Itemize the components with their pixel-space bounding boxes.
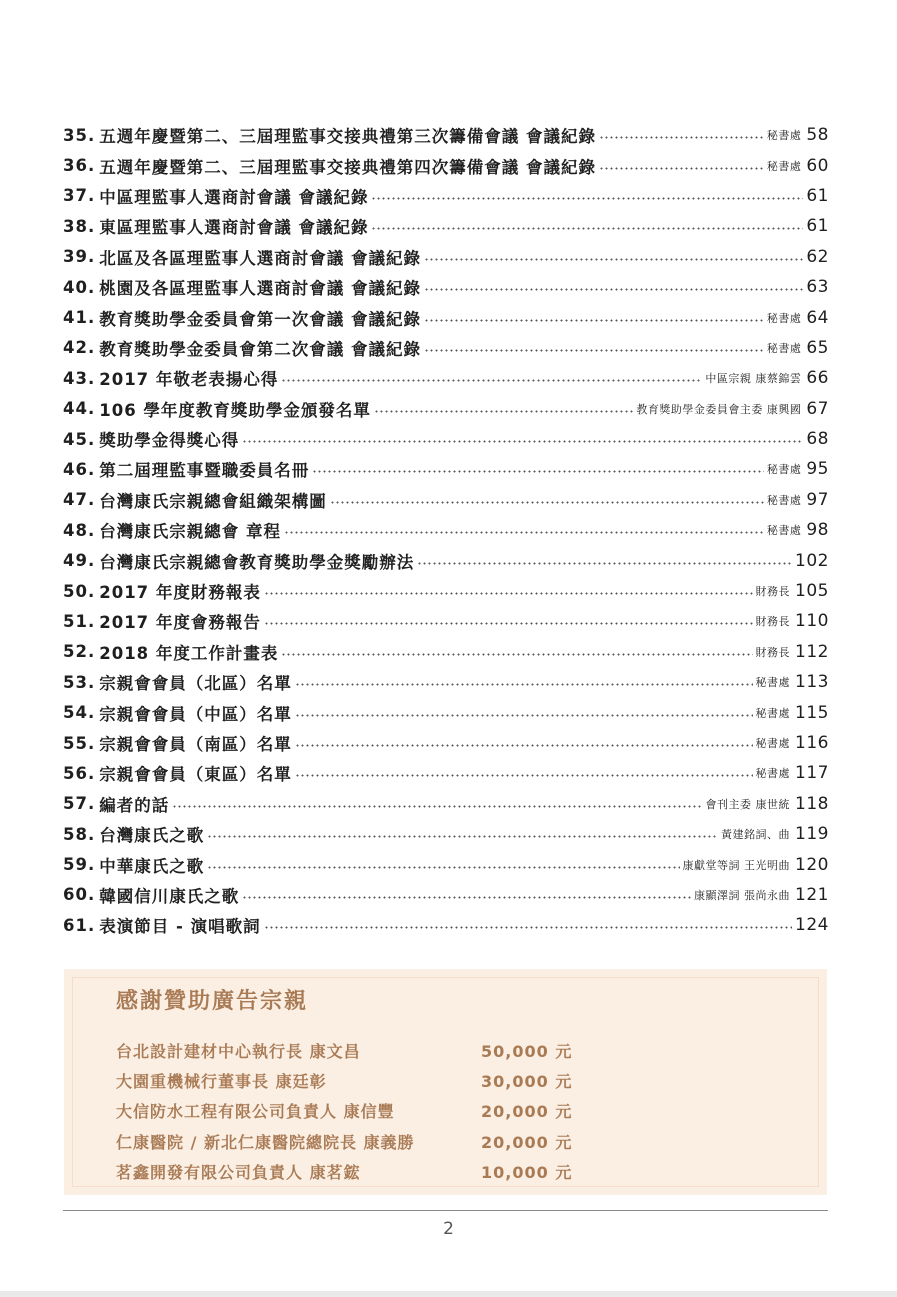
sponsor-box [64, 969, 827, 1195]
sponsor-amount: 30,000 元 [481, 1071, 573, 1091]
toc-entry-page: 67 [806, 398, 829, 419]
toc-entry-title: 2018 年度工作計畫表 [99, 643, 279, 663]
toc-entry-number: 59. [63, 855, 96, 875]
toc-leader-dots [330, 501, 764, 504]
toc-row [63, 849, 829, 879]
toc-entry-number: 39. [63, 247, 96, 267]
toc-entry-number: 46. [63, 459, 96, 479]
toc-row [63, 211, 829, 241]
toc-entry-title: 編者的話 [99, 795, 170, 815]
toc-entry-title: 第二屆理監事暨職委員名冊 [99, 461, 310, 481]
toc-entry-number: 38. [63, 216, 96, 236]
toc-entry-title: 106 學年度教育獎助學金頒發名單 [99, 400, 371, 420]
toc-entry-page: 97 [806, 489, 829, 510]
toc-leader-dots [295, 774, 753, 777]
toc-leader-dots [295, 714, 753, 717]
toc-entry-author: 秘書處 [755, 676, 791, 690]
toc-entry-number: 58. [63, 824, 96, 844]
toc-entry-title: 宗親會會員（東區）名單 [99, 765, 292, 785]
toc-entry-page: 105 [795, 581, 829, 602]
toc-entry-number: 55. [63, 733, 96, 753]
toc-entry-page: 116 [795, 733, 829, 753]
toc-row [63, 181, 829, 211]
toc-leader-dots [242, 440, 803, 443]
toc-entry-author: 財務長 [755, 645, 791, 659]
toc-leader-dots [371, 227, 803, 230]
toc-entry-number: 47. [63, 490, 96, 510]
toc-entry-page: 95 [806, 459, 829, 480]
toc-entry-title: 中區理監事人選商討會議 會議紀錄 [99, 187, 369, 207]
toc-entry-page: 118 [795, 793, 829, 814]
toc-row [63, 120, 829, 150]
toc-entry-page: 61 [806, 216, 829, 237]
toc-entry-page: 117 [795, 763, 829, 784]
toc-entry-page: 61 [806, 185, 829, 206]
toc-entry-title: 中華康氏之歌 [99, 856, 205, 876]
toc-entry-author: 康獻堂等詞 王光明曲 [682, 858, 791, 872]
toc-row [63, 485, 829, 515]
toc-entry-page: 113 [795, 672, 829, 693]
toc-entry-title: 北區及各區理監事人選商討會議 會議紀錄 [99, 248, 421, 268]
toc-leader-dots [424, 349, 764, 352]
toc-entry-title: 桃園及各區理監事人選商討會議 會議紀錄 [99, 279, 421, 299]
toc-entry-number: 36. [63, 156, 96, 176]
toc-entry-author: 秘書處 [766, 524, 802, 538]
toc-entry-page: 121 [795, 884, 829, 905]
toc-entry-title: 教育獎助學金委員會第一次會議 會議紀錄 [99, 309, 421, 329]
toc-entry-title: 宗親會會員（北區）名單 [99, 674, 292, 694]
toc-entry-author: 秘書處 [766, 463, 802, 477]
sponsor-amount: 20,000 元 [481, 1102, 573, 1122]
toc-entry-author: 黃建銘詞、曲 [721, 828, 791, 842]
toc-entry-title: 宗親會會員（中區）名單 [99, 704, 292, 724]
sponsor-list [116, 1035, 572, 1186]
toc-row [63, 302, 829, 332]
toc-entry-author: 秘書處 [766, 341, 802, 355]
toc-entry-page: 98 [806, 520, 829, 541]
toc-leader-dots [264, 926, 792, 929]
toc-entry-number: 53. [63, 672, 96, 692]
toc-leader-dots [295, 744, 753, 747]
toc-entry-number: 50. [63, 581, 96, 601]
toc-leader-dots [374, 410, 633, 413]
toc-entry-author: 教育獎助學金委員會主委 康興國 [636, 402, 802, 416]
toc-entry-title: 五週年慶暨第二、三屆理監事交接典禮第四次籌備會議 會議紀錄 [99, 157, 596, 177]
toc-row [63, 910, 829, 940]
toc-entry-number: 54. [63, 703, 96, 723]
toc-leader-dots [417, 562, 792, 565]
toc-row [63, 272, 829, 302]
toc-row [63, 576, 829, 606]
toc-row [63, 697, 829, 727]
toc-entry-page: 110 [795, 611, 829, 632]
toc-leader-dots [424, 288, 803, 291]
toc-row [63, 515, 829, 545]
toc-entry-number: 60. [63, 885, 96, 905]
toc-entry-page: 115 [795, 702, 829, 723]
page-number: 2 [443, 1219, 454, 1239]
toc-entry-number: 44. [63, 399, 96, 419]
toc-entry-page: 65 [806, 337, 829, 358]
toc-entry-page: 64 [806, 307, 829, 328]
toc-entry-page: 58 [806, 125, 829, 146]
toc-entry-author: 康顯澤詞 張尚永曲 [694, 888, 791, 902]
toc-row [63, 394, 829, 424]
toc-entry-title: 台灣康氏宗親總會組織架構圖 [99, 491, 327, 511]
sponsor-row [116, 1126, 572, 1156]
toc-entry-number: 40. [63, 277, 96, 297]
toc-entry-page: 60 [806, 155, 829, 176]
toc-entry-page: 66 [806, 368, 829, 389]
toc-entry-author: 秘書處 [755, 706, 791, 720]
toc-leader-dots [172, 805, 702, 808]
toc-leader-dots [284, 531, 764, 534]
toc-entry-author: 財務長 [755, 585, 791, 599]
toc-entry-author: 會刊主委 康世統 [705, 797, 791, 811]
toc-entry-title: 五週年慶暨第二、三屆理監事交接典禮第三次籌備會議 會議紀錄 [99, 127, 596, 147]
toc-entry-page: 124 [795, 915, 829, 936]
sponsor-amount: 10,000 元 [481, 1162, 573, 1182]
toc-leader-dots [264, 592, 753, 595]
toc-leader-dots [207, 866, 679, 869]
toc-entry-number: 48. [63, 520, 96, 540]
toc-row [63, 454, 829, 484]
toc-entry-title: 台灣康氏之歌 [99, 826, 205, 846]
toc-entry-page: 68 [806, 429, 829, 450]
toc-row [63, 819, 829, 849]
sponsor-row [116, 1096, 572, 1126]
toc-entry-author: 秘書處 [755, 767, 791, 781]
toc-row [63, 667, 829, 697]
toc-entry-number: 52. [63, 642, 96, 662]
sponsor-row [116, 1035, 572, 1065]
toc-row [63, 789, 829, 819]
toc-entry-title: 台灣康氏宗親總會教育獎助學金獎勵辦法 [99, 552, 415, 572]
toc-entry-page: 119 [795, 824, 829, 845]
toc-leader-dots [242, 896, 691, 899]
toc-row [63, 606, 829, 636]
toc-entry-number: 41. [63, 308, 96, 328]
toc-leader-dots [207, 835, 718, 838]
toc-row [63, 424, 829, 454]
toc-row [63, 363, 829, 393]
toc-entry-page: 112 [795, 641, 829, 662]
toc-entry-author: 秘書處 [766, 129, 802, 143]
toc-leader-dots [424, 319, 764, 322]
toc-row [63, 880, 829, 910]
toc-entry-number: 56. [63, 763, 96, 783]
toc-leader-dots [424, 258, 803, 261]
toc-entry-number: 45. [63, 429, 96, 449]
sponsor-name: 大信防水工程有限公司負責人 康信豐 [116, 1102, 395, 1122]
sponsor-title: 感謝贊助廣告宗親 [116, 989, 309, 1014]
toc-entry-title: 2017 年敬老表揚心得 [99, 370, 279, 390]
toc-entry-title: 東區理監事人選商討會議 會議紀錄 [99, 218, 369, 238]
toc-entry-author: 秘書處 [766, 493, 802, 507]
toc-entry-title: 2017 年度會務報告 [99, 613, 261, 633]
toc-entry-page: 62 [806, 246, 829, 267]
toc-entry-author: 秘書處 [766, 311, 802, 325]
toc-entry-title: 台灣康氏宗親總會 章程 [99, 522, 281, 542]
toc-row [63, 637, 829, 667]
toc-leader-dots [371, 197, 803, 200]
toc-entry-page: 63 [806, 277, 829, 298]
toc-entry-number: 43. [63, 368, 96, 388]
toc-row [63, 728, 829, 758]
table-of-contents [63, 120, 829, 941]
sponsor-row [116, 1065, 572, 1095]
sponsor-name: 大園重機械行董事長 康廷彰 [116, 1071, 327, 1091]
toc-entry-number: 51. [63, 611, 96, 631]
toc-entry-number: 37. [63, 186, 96, 206]
sponsor-amount: 50,000 元 [481, 1041, 573, 1061]
toc-entry-title: 2017 年度財務報表 [99, 583, 261, 603]
toc-entry-page: 120 [795, 854, 829, 875]
toc-entry-number: 61. [63, 915, 96, 935]
sponsor-amount: 20,000 元 [481, 1132, 573, 1152]
toc-entry-page: 102 [795, 550, 829, 571]
toc-row [63, 545, 829, 575]
toc-entry-number: 57. [63, 794, 96, 814]
toc-leader-dots [599, 136, 764, 139]
toc-entry-title: 獎助學金得獎心得 [99, 431, 240, 451]
toc-entry-title: 宗親會會員（南區）名單 [99, 735, 292, 754]
toc-row [63, 242, 829, 272]
toc-leader-dots [281, 653, 752, 656]
sponsor-row [116, 1156, 572, 1186]
toc-leader-dots [264, 622, 753, 625]
bottom-band [0, 1291, 897, 1297]
toc-entry-title: 表演節目 - 演唱歌詞 [99, 917, 261, 937]
toc-leader-dots [312, 470, 764, 473]
toc-entry-number: 42. [63, 338, 96, 358]
toc-entry-number: 49. [63, 551, 96, 571]
sponsor-name: 仁康醫院 / 新北仁康醫院總院長 康義勝 [116, 1132, 415, 1152]
toc-entry-author: 秘書處 [766, 159, 802, 173]
toc-entry-number: 35. [63, 125, 96, 145]
toc-row [63, 333, 829, 363]
toc-entry-author: 秘書處 [755, 737, 791, 750]
sponsor-name: 台北設計建材中心執行長 康文昌 [116, 1041, 361, 1061]
toc-leader-dots [295, 683, 753, 686]
toc-entry-title: 韓國信川康氏之歌 [99, 886, 240, 906]
toc-entry-author: 中區宗親 康蔡錦雲 [705, 372, 802, 386]
toc-row [63, 150, 829, 180]
toc-row [63, 758, 829, 788]
footer-divider [63, 1210, 828, 1211]
toc-entry-author: 財務長 [755, 615, 791, 629]
sponsor-name: 茗鑫開發有限公司負責人 康茗鋐 [116, 1162, 361, 1182]
toc-entry-title: 教育獎助學金委員會第二次會議 會議紀錄 [99, 339, 421, 359]
toc-leader-dots [281, 379, 702, 382]
toc-leader-dots [599, 167, 764, 170]
